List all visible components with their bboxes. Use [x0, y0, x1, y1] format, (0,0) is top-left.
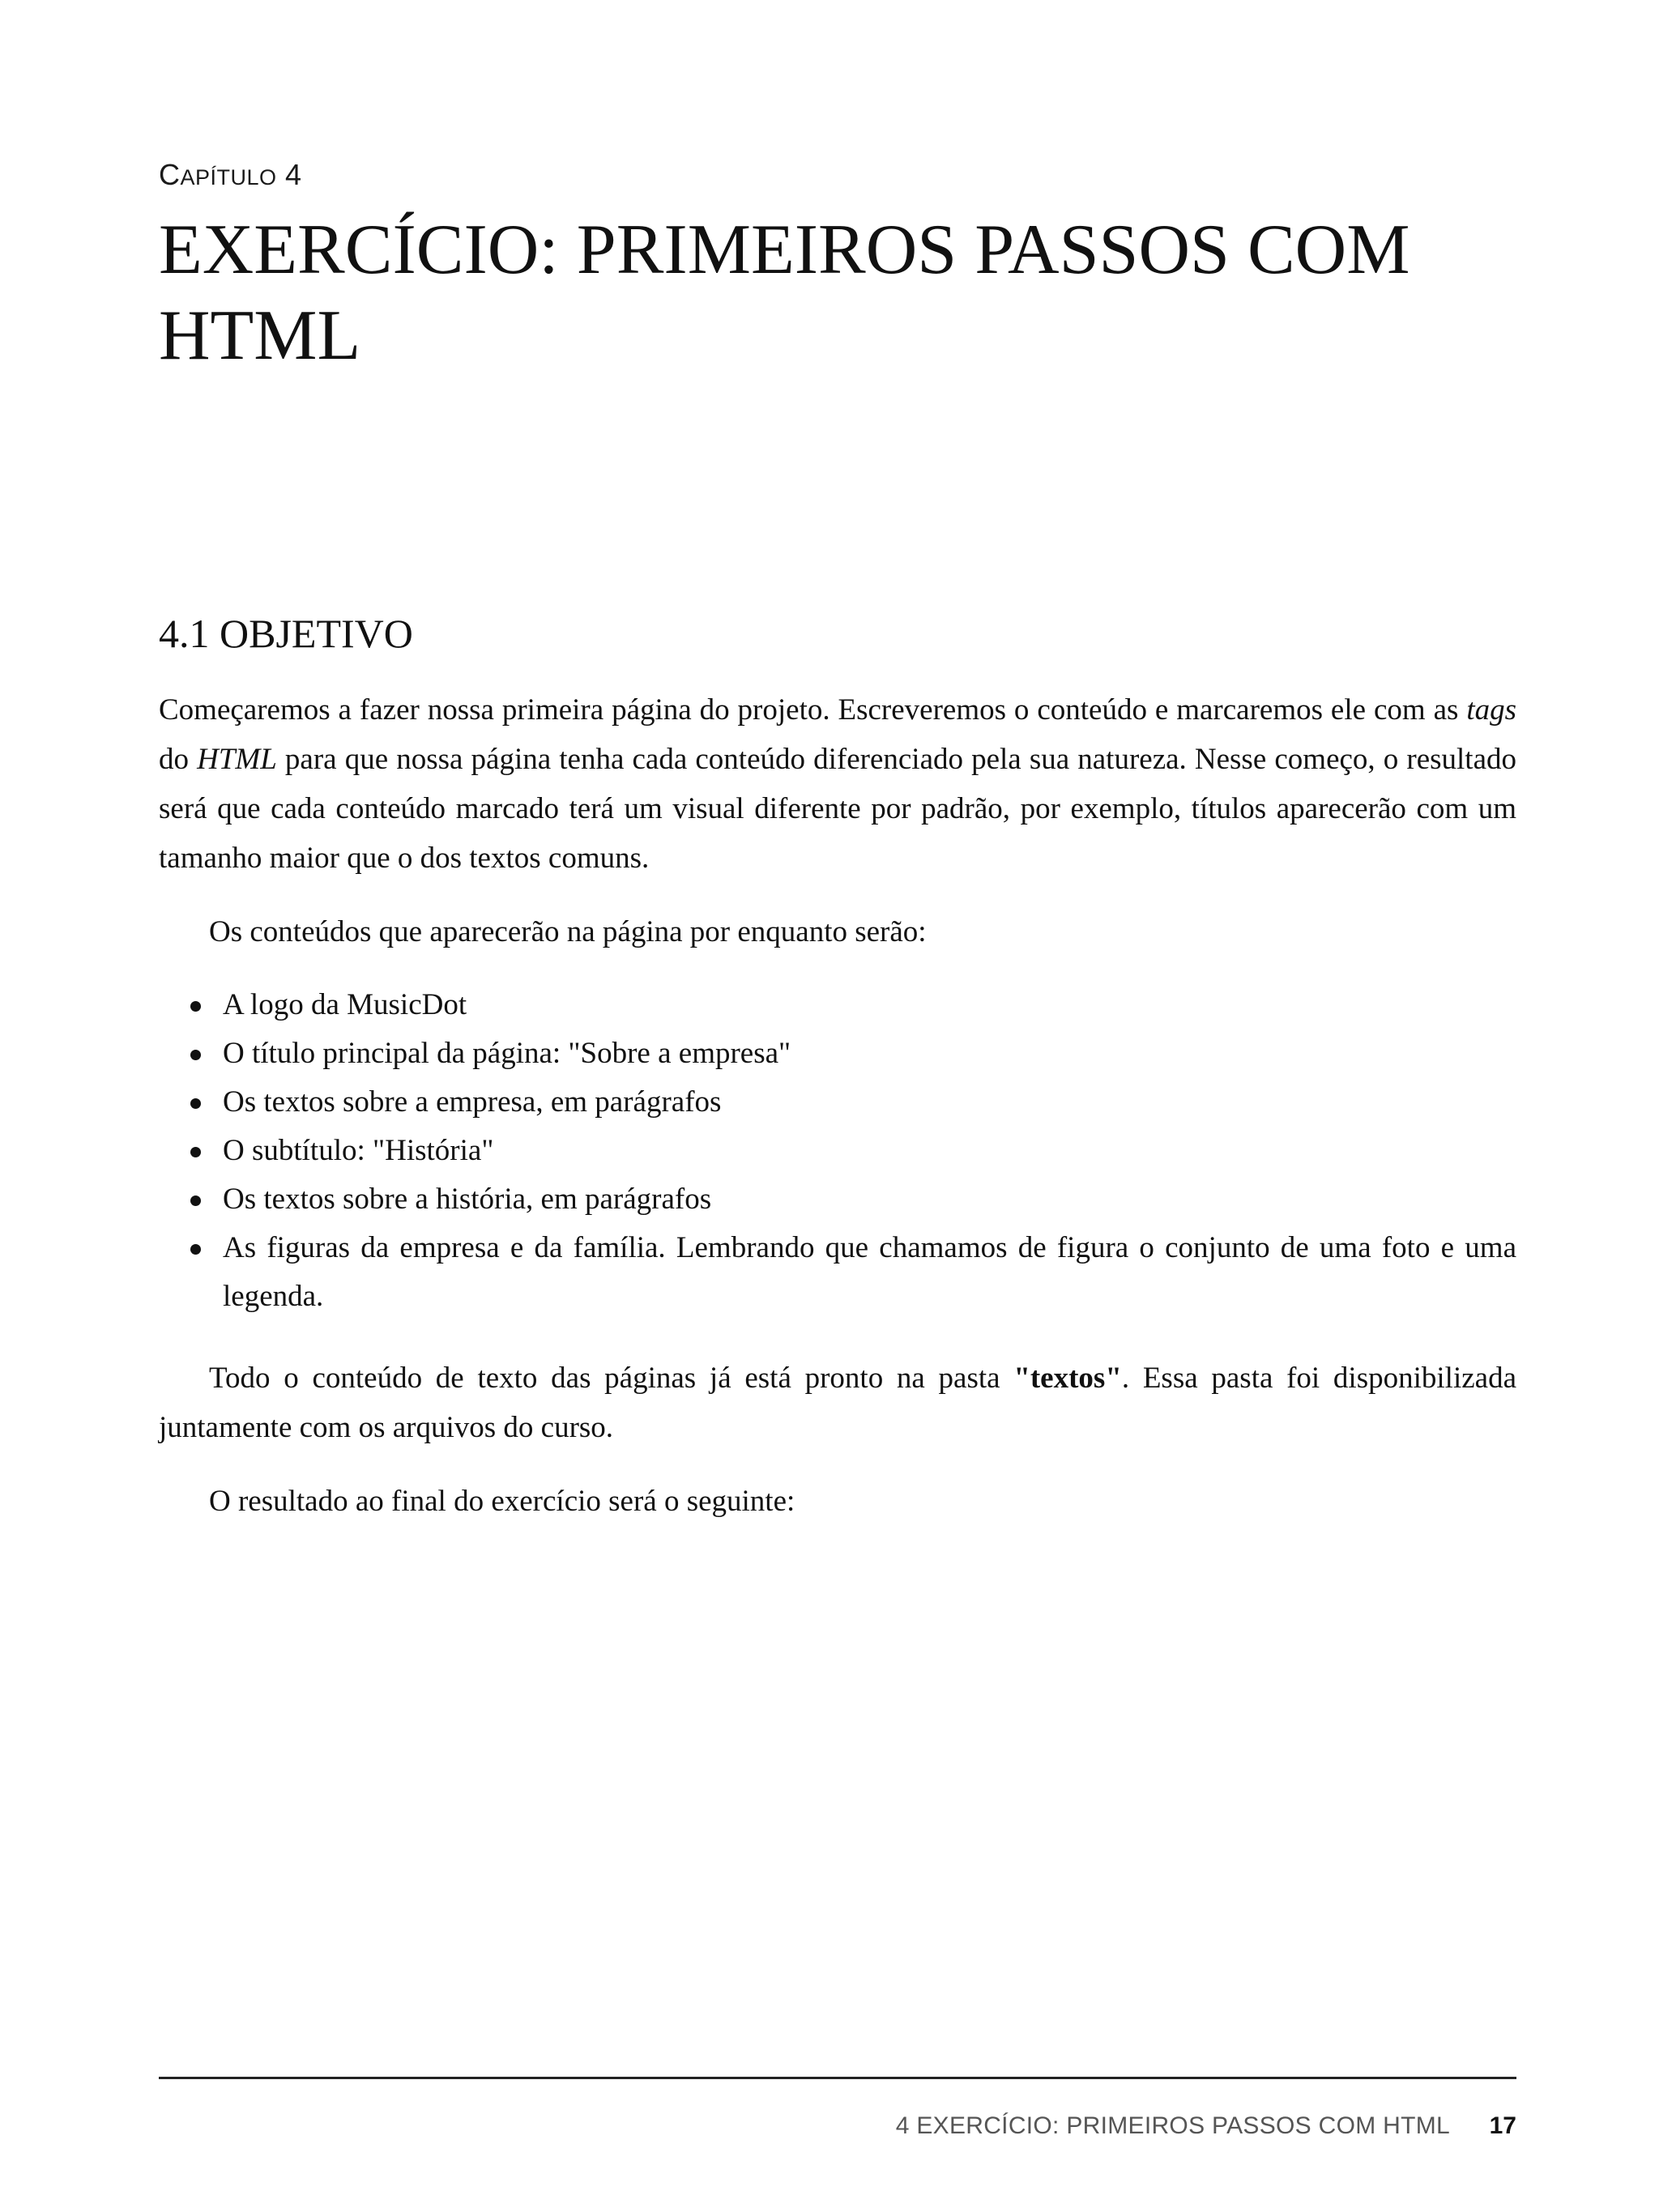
- texts-folder-text-part2: . Essa pasta foi disponibilizada juntamente com os arquivos do curso.: [159, 1362, 1516, 1444]
- intro-text-part3: para que nossa página tenha cada conteúdo diferenciado pela sua natureza. Nesse começo, o resultado será que cada conteúdo marcado terá um visual diferente por padrão, por exemplo, títulos aparecerão com um tamanho maior que o dos textos comuns.: [159, 743, 1516, 875]
- list-item: [159, 1078, 1516, 1127]
- list-item: [159, 981, 1516, 1029]
- list-item-text: O subtítulo: "História": [223, 1134, 494, 1167]
- bullet-icon: [190, 1050, 201, 1060]
- intro-text-part1: Começaremos a fazer nossa primeira página do projeto. Escreveremos o conteúdo e marcaremos ele com as: [159, 693, 1467, 727]
- footer-running-title: 4 EXERCÍCIO: PRIMEIROS PASSOS COM HTML: [895, 2112, 1450, 2139]
- intro-text-emphasis-tags: tags: [1466, 693, 1516, 727]
- list-item: [159, 1175, 1516, 1224]
- chapter-label-first-letter: C: [159, 158, 181, 191]
- chapter-title: EXERCÍCIO: PRIMEIROS PASSOS COM HTML: [159, 211, 1410, 375]
- list-item-text: A logo da MusicDot: [223, 988, 467, 1021]
- content-list-intro-paragraph: Os conteúdos que aparecerão na página por enquanto serão:: [209, 915, 927, 948]
- list-item-text: As figuras da empresa e da família. Lembrando que chamamos de figura o conjunto de uma foto e uma legenda.: [223, 1231, 1516, 1313]
- footer-divider: [159, 2077, 1516, 2079]
- texts-folder-paragraph: [159, 1353, 1516, 1452]
- intro-paragraph: [159, 685, 1516, 883]
- intro-text-part2: do: [159, 743, 198, 776]
- list-item-text: Os textos sobre a história, em parágrafos: [223, 1183, 712, 1216]
- list-item: [159, 1224, 1516, 1321]
- chapter-label-word: APÍTULO: [180, 165, 277, 190]
- texts-folder-text-part1: Todo o conteúdo de texto das páginas já está pronto na pasta: [209, 1362, 1014, 1395]
- bullet-icon: [190, 1147, 201, 1157]
- section-title: 4.1 OBJETIVO: [159, 611, 413, 656]
- list-item-text: O título principal da página: "Sobre a empresa": [223, 1037, 791, 1070]
- bullet-icon: [190, 1098, 201, 1109]
- bullet-icon: [190, 1196, 201, 1206]
- intro-text-emphasis-html: HTML: [197, 743, 277, 776]
- list-item-text: Os textos sobre a empresa, em parágrafos: [223, 1085, 722, 1119]
- texts-folder-name: "textos": [1013, 1362, 1122, 1395]
- chapter-number: 4: [285, 158, 302, 191]
- list-item: [159, 1029, 1516, 1078]
- chapter-label: [159, 160, 302, 190]
- document-page: [159, 0, 1516, 2212]
- list-item: [159, 1127, 1516, 1175]
- footer-page-number: 17: [1489, 2112, 1516, 2139]
- result-intro-paragraph: O resultado ao final do exercício será o seguinte:: [209, 1485, 795, 1518]
- bullet-icon: [190, 1244, 201, 1255]
- content-bullet-list: [159, 981, 1516, 1321]
- bullet-icon: [190, 1001, 201, 1012]
